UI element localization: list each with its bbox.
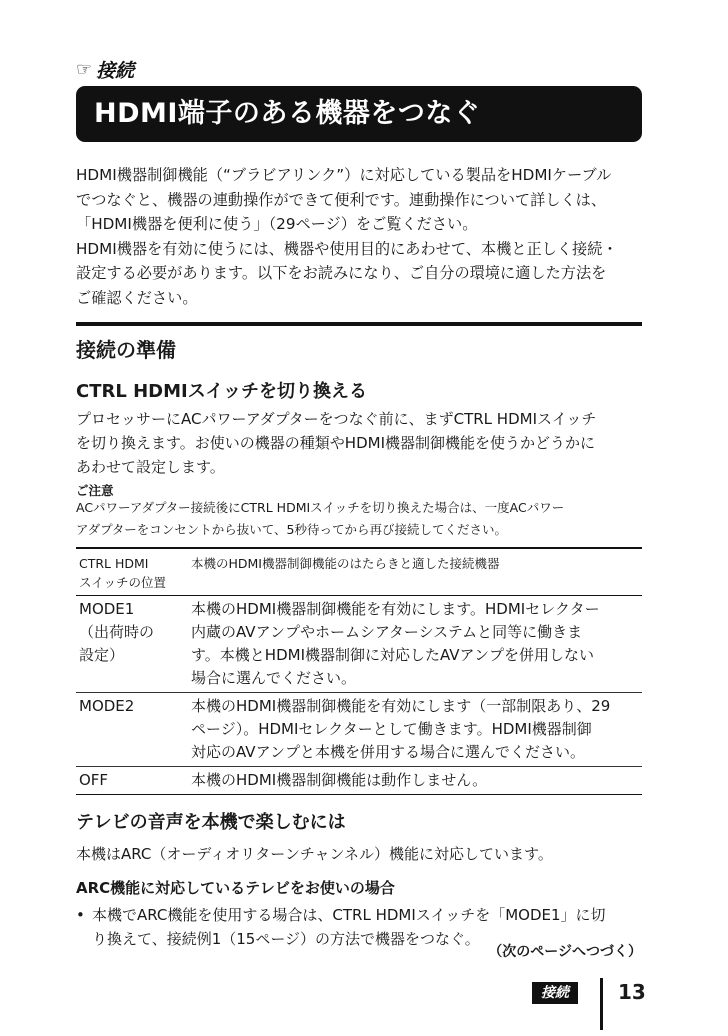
section-divider — [76, 322, 642, 326]
continued-note: （次のページへつづく） — [488, 944, 642, 960]
description-line: 内蔵のAVアンプやホームシアターシステムと同等に働きま — [191, 623, 583, 641]
caution-line: アダプターをコンセントから抜いて、5秒待ってから再び接続してください。 — [76, 522, 507, 537]
header-line: スイッチの位置 — [79, 575, 167, 590]
description-line: 場合に選んでください。 — [191, 669, 357, 687]
intro-paragraph — [76, 163, 642, 310]
mode-line: OFF — [79, 771, 109, 789]
table-row — [76, 596, 642, 693]
caution-line: ACパワーアダプター接続後にCTRL HDMIスイッチを切り換えた場合は、一度ACパワー — [76, 500, 565, 515]
caution-label: ご注意 — [76, 483, 114, 498]
intro-line: でつなぐと、機器の連動操作ができて便利です。連動操作について詳しくは、 — [76, 190, 607, 209]
table-row — [76, 693, 642, 767]
mode-line: MODE2 — [79, 697, 135, 715]
description-line: ページ）。HDMIセレクターとして働きます。HDMI機器制御 — [191, 720, 592, 738]
ctrl-hdmi-subheading: CTRL HDMIスイッチを切り換える — [76, 381, 367, 402]
mode-line: 設定） — [79, 646, 125, 664]
mode-cell — [76, 596, 191, 693]
bullet-line: り換えて、接続例1（15ページ）の方法で機器をつなぐ。 — [92, 930, 480, 948]
description-line: 本機のHDMI機器制御機能を有効にします（一部制限あり、29 — [191, 697, 611, 715]
caution-text — [76, 497, 642, 541]
prep-heading: 接続の準備 — [76, 338, 176, 362]
description-line: 本機のHDMI機器制御機能を有効にします。HDMIセレクター — [191, 600, 600, 618]
prep-line: を切り換えます。お使いの機器の種類やHDMI機器制御機能を使うかどうかに — [76, 434, 595, 452]
table-row — [76, 767, 642, 795]
bullet-dot-icon: • — [76, 906, 85, 924]
intro-line: HDMI機器を有効に使うには、機器や使用目的にあわせて、本機と正しく接続・ — [76, 239, 618, 258]
prep-line: あわせて設定します。 — [76, 458, 225, 476]
description-line: 対応のAVアンプと本機を併用する場合に選んでください。 — [191, 743, 585, 761]
intro-line: HDMI機器制御機能（“ブラビアリンク”）に対応している製品をHDMIケーブル — [76, 166, 612, 184]
description-cell — [191, 693, 642, 767]
mode-cell — [76, 693, 191, 767]
intro-line: 設定する必要があります。以下をお読みになり、ご自分の環境に適した方法を — [76, 264, 607, 282]
table-header-row — [76, 548, 642, 596]
pointing-hand-icon: ☞ — [76, 59, 93, 80]
arc-tv-heading: ARC機能に対応しているテレビをお使いの場合 — [76, 879, 395, 897]
footer-section-tag: 接続 — [532, 982, 578, 1004]
tv-audio-heading: テレビの音声を本機で楽しむには — [76, 812, 346, 833]
footer-divider — [600, 978, 603, 1030]
ctrl-hdmi-table — [76, 547, 642, 795]
section-label-text: 接続 — [96, 60, 135, 82]
intro-line: ご確認ください。 — [76, 288, 198, 307]
header-line: CTRL HDMI — [79, 556, 149, 571]
description-line: 本機のHDMI機器制御機能は動作しません。 — [191, 771, 488, 789]
bullet-line: 本機でARC機能を使用する場合は、CTRL HDMIスイッチを「MODE1」に切 — [92, 906, 606, 924]
mode-line: MODE1 — [79, 600, 135, 618]
description-cell — [191, 767, 642, 795]
mode-cell — [76, 767, 191, 795]
page-title: HDMI端子のある機器をつなぐ — [76, 86, 642, 142]
prep-line: プロセッサーにACパワーアダプターをつなぐ前に、まずCTRL HDMIスイッチ — [76, 410, 597, 428]
page-number: 13 — [618, 980, 646, 1004]
header-switch-position — [76, 548, 191, 596]
description-cell — [191, 596, 642, 693]
section-label — [76, 56, 134, 83]
arc-support-text: 本機はARC（オーディオリターンチャンネル）機能に対応しています。 — [76, 845, 553, 863]
intro-line: 「HDMI機器を便利に使う」（29ページ）をご覧ください。 — [76, 215, 478, 233]
mode-line: （出荷時の — [79, 623, 155, 641]
header-function: 本機のHDMI機器制御機能のはたらきと適した接続機器 — [191, 556, 500, 571]
description-line: す。本機とHDMI機器制御に対応したAVアンプを併用しない — [191, 646, 594, 664]
prep-paragraph — [76, 407, 642, 479]
